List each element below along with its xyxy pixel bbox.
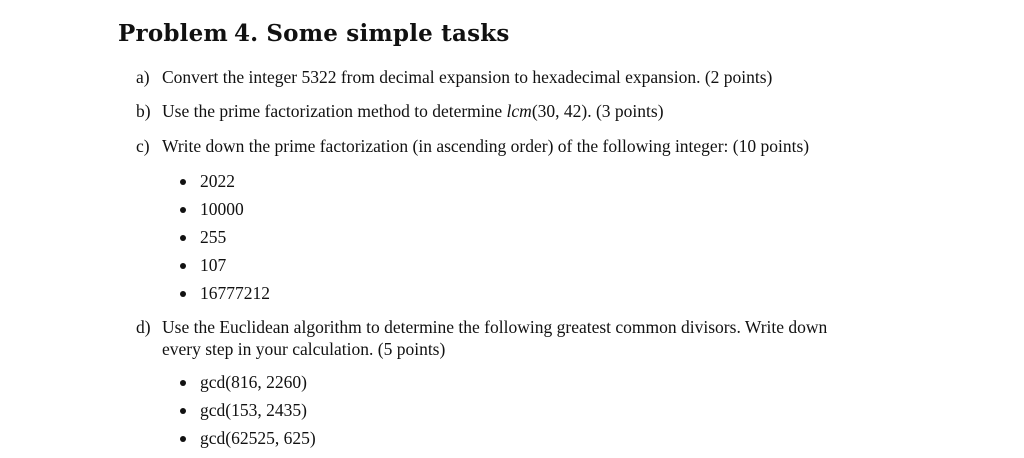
list-item-text: 10000 [200,199,244,219]
bullet-icon [180,408,186,414]
list-item [180,254,226,276]
part-d [136,316,827,338]
list-item-text: gcd(816, 2260) [200,372,307,392]
part-b-math: lcm [506,101,532,121]
list-item [180,282,270,304]
list-item [180,198,244,220]
part-b-text-before: Use the prime factorization method to determine [162,101,507,121]
part-c [136,135,809,157]
problem-heading: Problem [118,20,228,47]
bullet-icon [180,207,186,213]
problem-title-text: Some simple tasks [266,20,510,47]
list-item-text: 16777212 [200,283,270,303]
part-c-label: c) [136,136,150,156]
list-item-text: 2022 [200,171,235,191]
bullet-icon [180,263,186,269]
list-item-text: gcd(62525, 625) [200,428,316,448]
part-c-text: Write down the prime factorization (in ascending order) of the following integer: (10 points) [162,136,810,156]
part-b-text [162,100,664,122]
part-b-label: b) [136,101,151,121]
bullet-icon [180,436,186,442]
list-item-text: gcd(153, 2435) [200,400,307,420]
part-a-text: Convert the integer 5322 from decimal expansion to hexadecimal expansion. (2 points) [162,67,773,87]
part-b-text-after: (30, 42). (3 points) [531,101,664,121]
bullet-icon [180,380,186,386]
list-item [180,427,316,449]
bullet-icon [180,235,186,241]
part-d-text-line2: every step in your calculation. (5 points) [162,339,446,359]
bullet-icon [180,179,186,185]
list-item [180,170,235,192]
problem-title [118,20,510,47]
part-d-label: d) [136,317,151,337]
list-item [180,226,226,248]
part-a-label: a) [136,67,150,87]
problem-number: 4. [233,20,259,47]
part-b [136,100,664,122]
list-item [180,371,307,393]
bullet-icon [180,291,186,297]
list-item-text: 255 [200,227,227,247]
list-item [180,399,307,421]
list-item-text: 107 [200,255,227,275]
part-a [136,66,772,88]
part-d-text-line1: Use the Euclidean algorithm to determine the following greatest common divisors. Write down [162,317,828,337]
